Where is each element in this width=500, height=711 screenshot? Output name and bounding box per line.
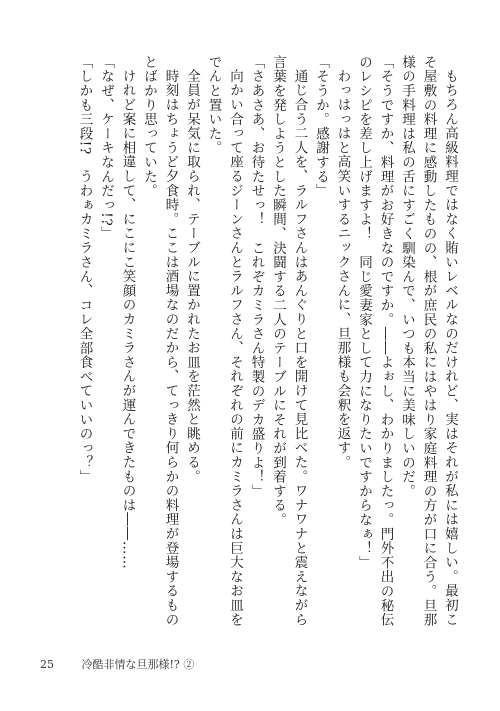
paragraph: けれど案に相違して、にこにこ笑顔のカミラさんが運んできたものは――…… [119, 68, 136, 569]
paragraph: わっはっはと高笑いするニックさんに、旦那様も会釈を返す。 [334, 68, 351, 469]
dialogue-line: 「そうか。感謝する」 [313, 55, 329, 198]
dialogue-line: 「さあさあ、お待たせっ！ これぞカミラさん特製のデカ盛りよ！」 [248, 55, 265, 499]
dialogue-line: 「しかも三段!? うわぁカミラさん、コレ全部食べていいのっ？」 [76, 55, 93, 484]
page-number: 25 [40, 658, 54, 671]
dialogue-line: 「なぜ、ケーキなんだっ!?」 [98, 55, 114, 241]
paragraph: もちろん高級料理ではなく賄いレベルなのだけれど、実はそれが私には嬉しい。最初こそ屋敷の料理に感動したものの、根が庶民の私にはやはり家庭料理の方が口に合う。旦那様の手料理は私の舌にすごく馴染んで、いつも本当に美味しいのだ。 [399, 55, 458, 627]
paragraph: 時刻はちょうど夕食時。ここは酒場なのだから、てっきり何らかの料理が登場するものとばかり思っていた。 [141, 55, 179, 627]
paragraph: 通じ合う二人を、ラルフさんはあんぐりと口を開けて見比べた。ワナワナと震えながら言葉を発しようとした瞬間、決闘する二人のテーブルにそれが到着する。 [270, 55, 308, 627]
paragraph: 向かい合って座るジーンさんとラルフさん、それぞれの前にカミラさんは巨大なお皿をでんと置いた。 [205, 55, 243, 627]
paragraph: 全員が呆気に取られ、テーブルに置かれたお皿を茫然と眺める。 [184, 68, 200, 484]
dialogue-line: 「そうですか、料理がお好きなのですか。――よぉし、わかりましたっ。門外不出の秘伝のレシピを差し上げますよ！ 同じ愛妻家として力になりたいですからなぁ！」 [356, 55, 394, 627]
page-footer [40, 656, 194, 672]
vertical-body-text [42, 55, 460, 630]
book-title: 冷酷非情な旦那様!? ② [81, 658, 195, 671]
